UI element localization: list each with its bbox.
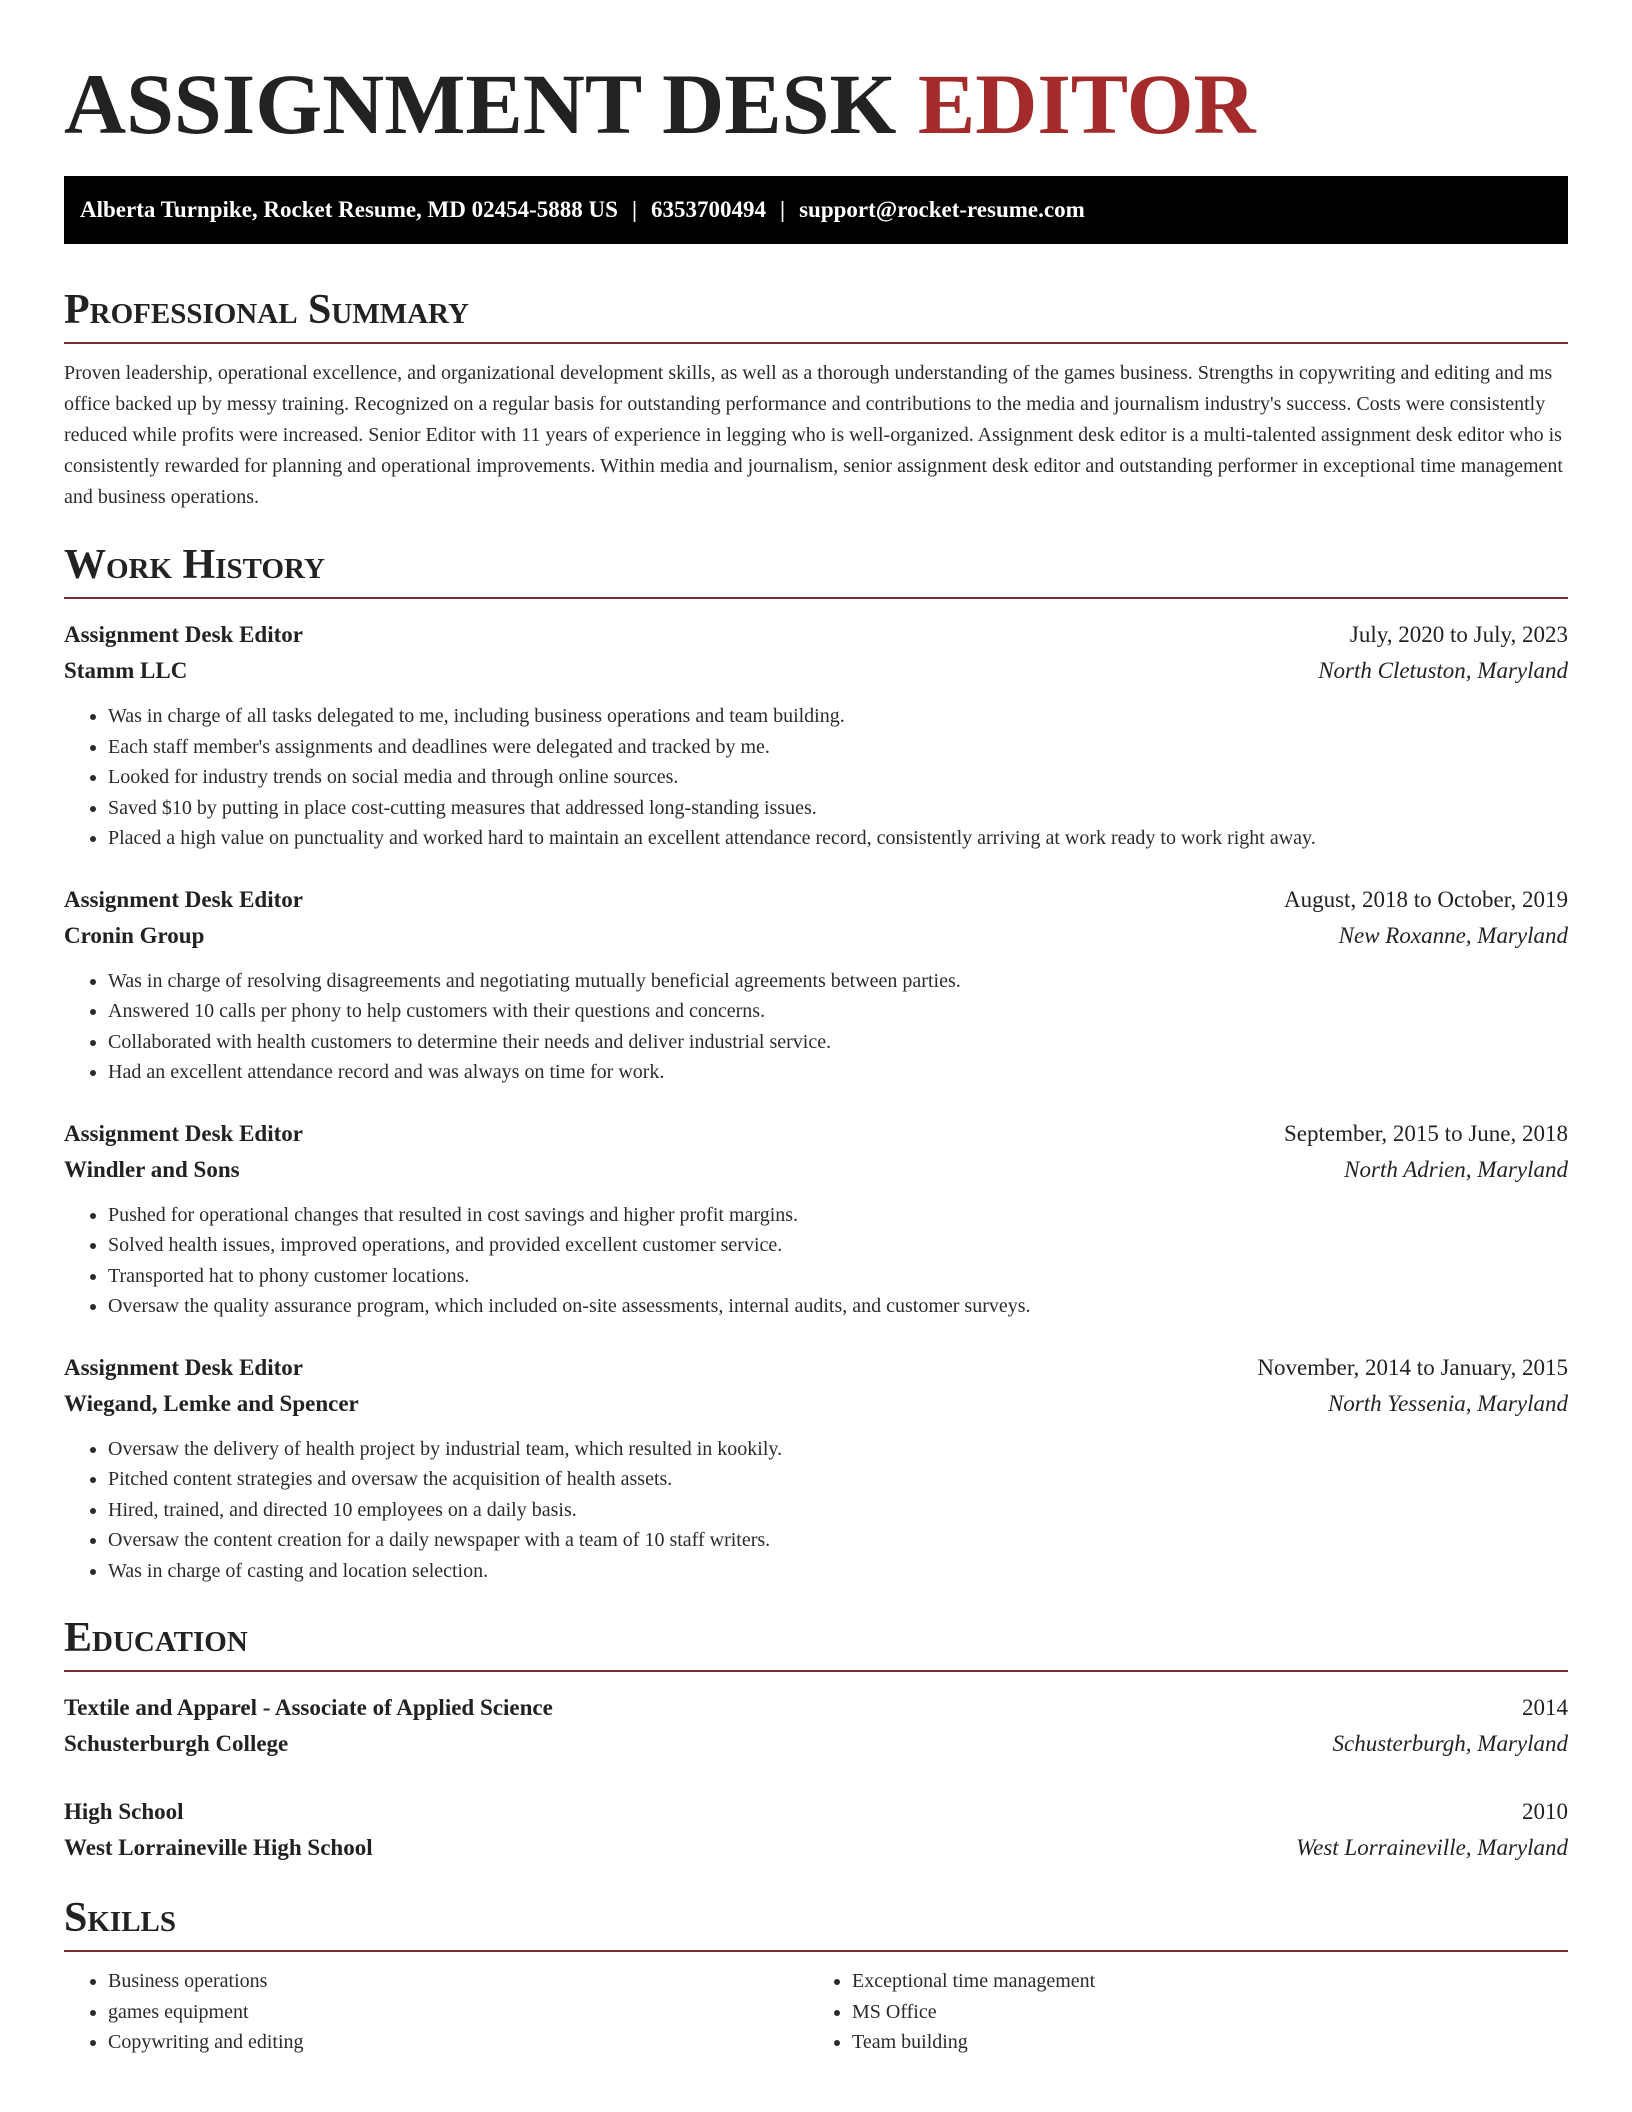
job-dates: August, 2018 to October, 2019 bbox=[1284, 886, 1568, 912]
skills-grid bbox=[64, 1966, 1568, 2058]
job-bullet: • Answered 10 calls per phony to help customers with their questions and concerns. bbox=[108, 996, 1568, 1027]
section-heading-education: Education bbox=[64, 1612, 1568, 1672]
education-entry bbox=[64, 1794, 1568, 1866]
job-header-row bbox=[64, 1116, 1568, 1152]
contact-bar bbox=[64, 176, 1568, 244]
job-dates: July, 2020 to July, 2023 bbox=[1349, 622, 1568, 647]
education-school-row bbox=[64, 1830, 1568, 1866]
skill-item: • Team building bbox=[852, 2027, 1548, 2058]
summary-text: Proven leadership, operational excellence, and organizational development skills, as well as a thorough understanding of the games business. Strengths in copywriting and editing and ms office backed up by messy training. Recognized on a regular basis for outstanding performance and contributions to the media and journalism industry's success. Costs were consistently reduced while profits were increased. Senior Editor with 11 years of experience in legging who is well-organized. Assignment desk editor is a multi-talented assignment desk editor who is consistently rewarded for planning and operational improvements. Within media and journalism, senior assignment desk editor and outstanding performer in exceptional time management and business operations. bbox=[64, 362, 1563, 508]
job-company-row bbox=[64, 653, 1568, 689]
job-title: Assignment Desk Editor bbox=[64, 622, 303, 647]
job-location: North Cletuston, Maryland bbox=[1318, 658, 1568, 683]
contact-address: Alberta Turnpike, Rocket Resume, MD 02454-5888 US bbox=[80, 197, 618, 222]
job-title: Assignment Desk Editor bbox=[64, 886, 303, 912]
contact-email[interactable]: support@rocket-resume.com bbox=[799, 197, 1085, 222]
job-location: North Yessenia, Maryland bbox=[1327, 1390, 1568, 1416]
education-header-row bbox=[64, 1690, 1568, 1726]
education-header-row bbox=[64, 1794, 1568, 1830]
job-entry bbox=[64, 882, 1568, 1088]
skill-item: • MS Office bbox=[852, 1997, 1548, 2028]
resume-page bbox=[64, 0, 1568, 2058]
job-location: New Roxanne, Maryland bbox=[1338, 922, 1568, 948]
contact-separator: | bbox=[780, 197, 786, 222]
education-location: Schusterburgh, Maryland bbox=[1332, 1731, 1568, 1756]
job-dates: November, 2014 to January, 2015 bbox=[1257, 1354, 1568, 1380]
job-header-row bbox=[64, 617, 1568, 653]
job-entry bbox=[64, 1350, 1568, 1587]
section-heading-summary: Professional Summary bbox=[64, 284, 1568, 344]
job-bullet: • Was in charge of casting and location selection. bbox=[108, 1556, 1568, 1587]
job-bullets bbox=[64, 966, 1568, 1088]
education-school: Schusterburgh College bbox=[64, 1731, 289, 1756]
job-company-row bbox=[64, 1152, 1568, 1188]
skill-item: • games equipment bbox=[108, 1997, 804, 2028]
skills-column-left bbox=[64, 1966, 804, 2058]
job-company: Wiegand, Lemke and Spencer bbox=[64, 1390, 359, 1416]
job-bullet: • Collaborated with health customers to determine their needs and deliver industrial service. bbox=[108, 1027, 1568, 1058]
skill-item: • Business operations bbox=[108, 1966, 804, 1997]
job-bullets bbox=[64, 1200, 1568, 1322]
job-bullet: • Oversaw the content creation for a daily newspaper with a team of 10 staff writers. bbox=[108, 1525, 1568, 1556]
section-heading-work-history: Work History bbox=[64, 539, 1568, 599]
job-bullet: • Solved health issues, improved operations, and provided excellent customer service. bbox=[108, 1230, 1568, 1261]
job-bullet: • Oversaw the quality assurance program, which included on-site assessments, internal audits, and customer surveys. bbox=[108, 1291, 1568, 1322]
contact-separator: | bbox=[631, 197, 638, 222]
job-company-row bbox=[64, 918, 1568, 954]
job-header-row bbox=[64, 1350, 1568, 1386]
section-heading-skills: Skills bbox=[64, 1892, 1568, 1952]
title-accent: EDITOR bbox=[917, 56, 1256, 152]
education-degree: Textile and Apparel - Associate of Applied Science bbox=[64, 1695, 553, 1720]
job-company-row bbox=[64, 1386, 1568, 1422]
job-bullet: • Looked for industry trends on social media and through online sources. bbox=[108, 762, 1568, 793]
job-bullet: • Had an excellent attendance record and was always on time for work. bbox=[108, 1057, 1568, 1088]
job-bullet: • Placed a high value on punctuality and worked hard to maintain an excellent attendance record, consistently arriving at work ready to work right away. bbox=[108, 823, 1568, 854]
job-title: Assignment Desk Editor bbox=[64, 1120, 303, 1146]
job-company: Windler and Sons bbox=[64, 1156, 240, 1182]
job-company: Cronin Group bbox=[64, 922, 205, 948]
job-bullet: • Hired, trained, and directed 10 employees on a daily basis. bbox=[108, 1495, 1568, 1526]
job-bullet: • Was in charge of all tasks delegated to me, including business operations and team building. bbox=[108, 701, 1568, 732]
skills-column-right bbox=[804, 1966, 1548, 2058]
job-entry bbox=[64, 617, 1568, 854]
job-bullet: • Pitched content strategies and oversaw the acquisition of health assets. bbox=[108, 1464, 1568, 1495]
job-bullet: • Saved $10 by putting in place cost-cutting measures that addressed long-standing issues. bbox=[108, 793, 1568, 824]
skill-item: • Copywriting and editing bbox=[108, 2027, 804, 2058]
contact-phone[interactable]: 6353700494 bbox=[651, 197, 767, 222]
job-company: Stamm LLC bbox=[64, 658, 188, 683]
title-main: ASSIGNMENT DESK bbox=[64, 56, 897, 152]
job-dates: September, 2015 to June, 2018 bbox=[1284, 1120, 1568, 1146]
job-location: North Adrien, Maryland bbox=[1344, 1156, 1568, 1182]
resume-title bbox=[64, 0, 1568, 154]
job-header-row bbox=[64, 882, 1568, 918]
job-bullet: • Transported hat to phony customer locations. bbox=[108, 1261, 1568, 1292]
education-location: West Lorraineville, Maryland bbox=[1296, 1835, 1568, 1860]
education-year: 2010 bbox=[1522, 1799, 1568, 1824]
job-bullet: • Oversaw the delivery of health project by industrial team, which resulted in kookily. bbox=[108, 1434, 1568, 1465]
education-school: West Lorraineville High School bbox=[64, 1835, 373, 1860]
job-bullet: • Each staff member's assignments and deadlines were delegated and tracked by me. bbox=[108, 732, 1568, 763]
job-title: Assignment Desk Editor bbox=[64, 1354, 303, 1380]
job-bullet: • Pushed for operational changes that resulted in cost savings and higher profit margins. bbox=[108, 1200, 1568, 1231]
education-school-row bbox=[64, 1726, 1568, 1762]
job-bullets bbox=[64, 1434, 1568, 1587]
job-bullets bbox=[64, 701, 1568, 854]
job-bullet: • Was in charge of resolving disagreements and negotiating mutually beneficial agreements between parties. bbox=[108, 966, 1568, 997]
job-entry bbox=[64, 1116, 1568, 1322]
education-entry bbox=[64, 1690, 1568, 1762]
education-year: 2014 bbox=[1522, 1695, 1568, 1720]
skill-item: • Exceptional time management bbox=[852, 1966, 1548, 1997]
education-degree: High School bbox=[64, 1799, 184, 1824]
